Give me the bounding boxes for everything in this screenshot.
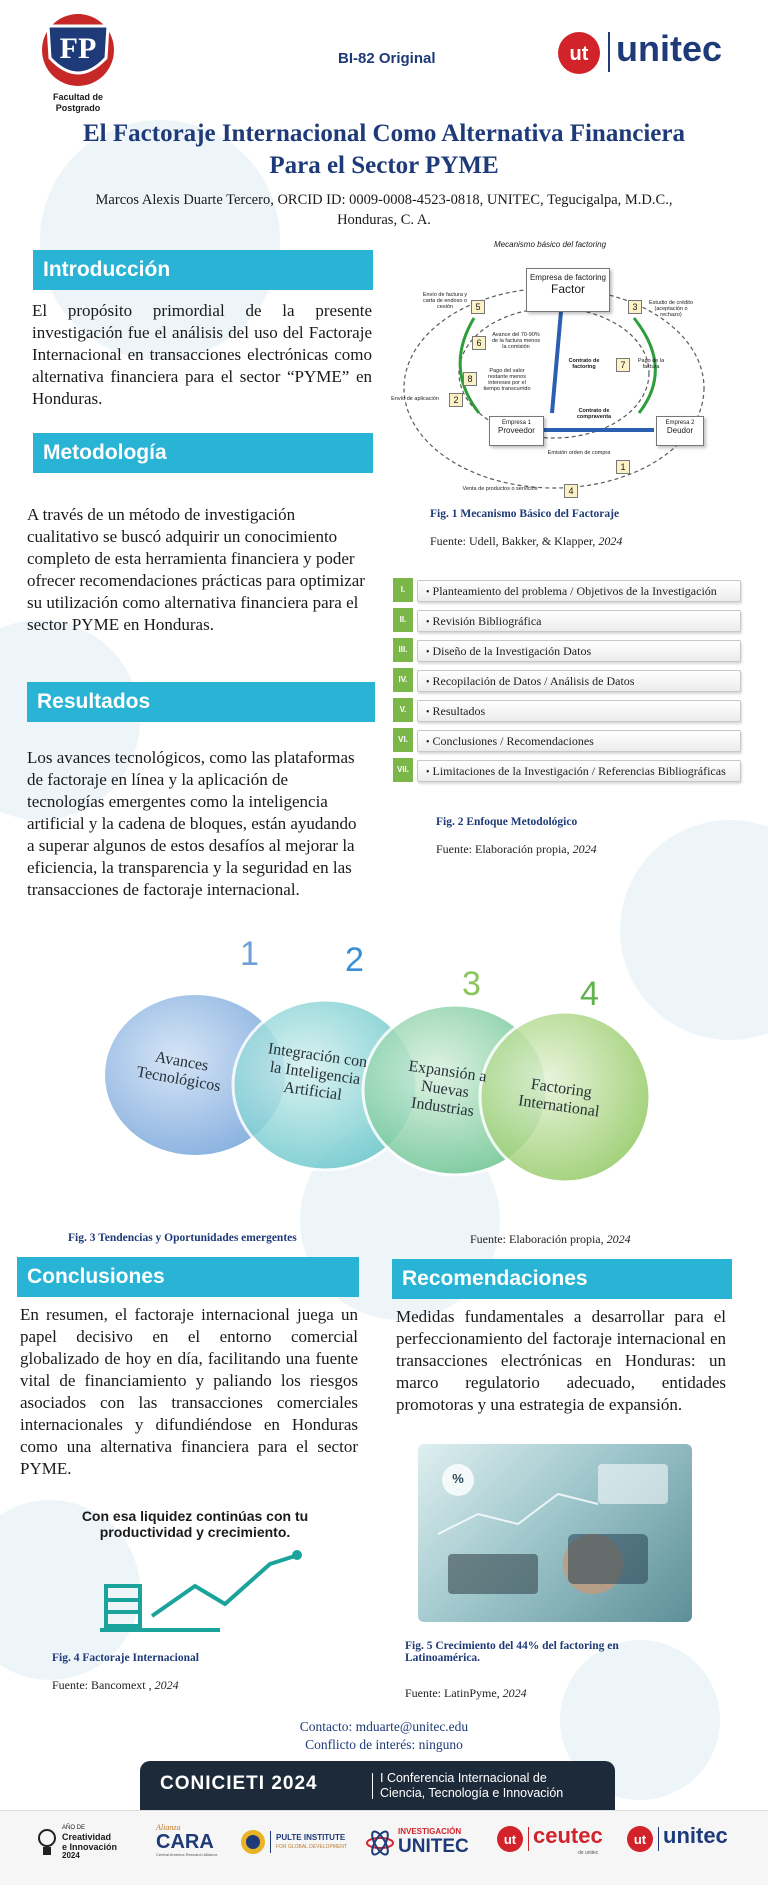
unitec-logo	[556, 28, 746, 78]
ut-icon	[626, 1825, 654, 1853]
fig1-source	[430, 534, 622, 549]
fig3-source	[470, 1232, 631, 1247]
fig4-source-text: Fuente: Bancomext ,	[52, 1678, 155, 1692]
fig3-source-text: Fuente: Elaboración propia,	[470, 1232, 607, 1246]
fig1-label: Envío de factura y carta de endoso o cesión	[422, 292, 468, 310]
step-number: 2	[449, 393, 463, 407]
fig1-label: Venta de productos o servicios	[462, 486, 538, 492]
fig2-source-year: 2024	[572, 842, 597, 856]
contact	[0, 1718, 768, 1754]
fig1-label: Contrato de compraventa	[576, 408, 612, 420]
fig5-source-text: Fuente: LatinPyme,	[405, 1686, 503, 1700]
fig5-image	[418, 1444, 692, 1622]
pulte-text: PULTE INSTITUTE	[276, 1833, 346, 1842]
step-number: 6	[472, 336, 486, 350]
step-row: VI. • Conclusiones / Recomendaciones	[393, 728, 743, 752]
svg-text:ut: ut	[569, 43, 589, 65]
contact-email[interactable]: Contacto: mduarte@unitec.edu	[299, 1719, 469, 1734]
conclusiones-heading: Conclusiones	[17, 1257, 359, 1297]
proveedor-box	[489, 416, 544, 446]
cara-sub: Central America Research Alliance	[156, 1852, 218, 1857]
step-number: 8	[463, 372, 477, 386]
poster-code: BI-82 Original	[338, 50, 436, 67]
globe-icon	[240, 1829, 266, 1855]
step-label: Limitaciones de la Investigación / Referencias Bibliográficas	[432, 764, 726, 778]
step-roman: II.	[393, 608, 413, 632]
banner-subtitle-line: I Conferencia Internacional de	[380, 1771, 547, 1785]
fig2-source-text: Fuente: Elaboración propia,	[436, 842, 573, 856]
fig2-source	[436, 842, 597, 857]
step-number: 1	[616, 460, 630, 474]
trend-label: Avances Tecnológicos	[135, 1048, 222, 1096]
introduccion-heading: Introducción	[33, 250, 373, 290]
conflict-of-interest: Conflicto de interés: ninguno	[305, 1737, 463, 1752]
fig4-caption: Fig. 4 Factoraje Internacional	[52, 1652, 199, 1664]
factor-label: Empresa de factoring	[529, 273, 607, 282]
ceutec-text: ceutec	[533, 1823, 603, 1848]
fig5-source-year: 2024	[502, 1686, 527, 1700]
creatividad-text: e Innovación	[62, 1842, 118, 1852]
fig4-slogan: productividad y crecimiento.	[99, 1524, 291, 1540]
fig3-diagram	[100, 935, 680, 1225]
fig4-slogan: Con esa liquidez continúas con tu	[81, 1508, 309, 1524]
creatividad-text: 2024	[62, 1851, 80, 1860]
step-row: IV. • Recopilación de Datos / Análisis de Datos	[393, 668, 743, 692]
unitec-footer-text: unitec	[663, 1823, 728, 1848]
trend-label: Expansión a Nuevas Industrias	[407, 1057, 488, 1121]
fig1-label: Pago del valor restante menos intereses por el tiempo transcurrido	[483, 368, 531, 392]
growth-chart-icon	[100, 1546, 320, 1636]
faculty-logo	[28, 10, 128, 115]
unitec-wordmark: unitec	[616, 28, 723, 69]
fig3-source-year: 2024	[606, 1232, 631, 1246]
step-row: I. • Planteamiento del problema / Objetivos de la Investigación	[393, 578, 743, 602]
cara-logo	[156, 1823, 226, 1857]
fig1-source-text: Fuente: Udell, Bakker, & Klapper,	[430, 534, 599, 548]
fig1-label: Estudio de crédito (aceptación o rechazo)	[648, 300, 694, 318]
fig1-diagram	[384, 238, 710, 500]
step-label: Planteamiento del problema / Objetivos de la Investigación	[432, 584, 717, 598]
lightbulb-icon	[36, 1827, 58, 1861]
recomendaciones-heading: Recomendaciones	[392, 1259, 732, 1299]
trend-number: 1	[240, 935, 259, 973]
faculty-logo-text: FP	[59, 32, 97, 65]
step-label: Conclusiones / Recomendaciones	[432, 734, 594, 748]
factor-box	[526, 268, 610, 312]
fig1-label: Avance del 70-90% de la factura menos la comisión	[491, 332, 541, 350]
cara-top: Alianza	[156, 1823, 181, 1832]
svg-text:ut: ut	[633, 1832, 647, 1847]
footer-logos	[0, 1810, 768, 1885]
fig1-label: Contrato de factoring	[568, 358, 600, 370]
fig3-caption: Fig. 3 Tendencias y Oportunidades emergentes	[68, 1232, 297, 1244]
fig1-caption: Fig. 1 Mecanismo Básico del Factoraje	[430, 508, 620, 520]
deudor-title: Deudor	[666, 426, 694, 435]
trend-label: Factoring International	[517, 1075, 601, 1121]
investigacion-top: INVESTIGACIÓN	[398, 1827, 462, 1836]
poster-title	[0, 118, 768, 182]
title-line: El Factoraje Internacional Como Alternativa Financiera	[83, 120, 685, 147]
resultados-text: Los avances tecnológicos, como las plataformas de factoraje en línea y la aplicación de tecnologías emergentes como la inteligencia artificial y la cadena de bloques, están ayudando a superar algunos de estos desafíos al mejorar la eficiencia, la transparencia y la seguridad en las transacciones de factoraje internacional.	[27, 748, 357, 899]
svg-text:ut: ut	[503, 1832, 517, 1847]
banner-subtitle	[380, 1771, 563, 1801]
step-roman: I.	[393, 578, 413, 602]
conference-banner	[140, 1761, 615, 1811]
step-label: Recopilación de Datos / Análisis de Datos	[432, 674, 635, 688]
fig1-label: Emisión orden de compra	[547, 450, 611, 456]
fig5-source	[405, 1686, 527, 1701]
ut-icon	[496, 1825, 524, 1853]
step-roman: VII.	[393, 758, 413, 782]
step-row: II. • Revisión Bibliográfica	[393, 608, 743, 632]
fig5-caption	[405, 1640, 619, 1664]
fig4-source	[52, 1678, 179, 1693]
fig2-caption: Fig. 2 Enfoque Metodológico	[436, 816, 578, 828]
creatividad-text: AÑO DE	[62, 1825, 86, 1831]
deudor-box	[656, 416, 704, 446]
step-label: Diseño de la Investigación Datos	[432, 644, 592, 658]
fig4-source-year: 2024	[154, 1678, 179, 1692]
ceutec-sub: de unitec	[578, 1850, 599, 1856]
trend-number: 4	[580, 975, 599, 1013]
step-roman: V.	[393, 698, 413, 722]
metodologia-heading: Metodología	[33, 433, 373, 473]
atom-icon	[366, 1829, 394, 1857]
introduccion-text: El propósito primordial de la presente investigación fue el análisis del uso del Factoraje Internacional en transacciones electrónicas como alternativa financiera para el sector “PYME” en Honduras.	[32, 301, 372, 408]
step-roman: III.	[393, 638, 413, 662]
fig2-steps	[393, 578, 743, 788]
resultados-heading: Resultados	[27, 682, 375, 722]
cara-text: CARA	[156, 1831, 214, 1853]
fig1-source-year: 2024	[598, 534, 623, 548]
trend-label: Integración con la Inteligencia Artificial	[266, 1040, 369, 1104]
fig1-label: Envío de aplicación	[391, 396, 439, 402]
proveedor-title: Proveedor	[498, 426, 535, 435]
fig1-label: Pago de la factura	[637, 358, 665, 370]
title-line: Para el Sector PYME	[269, 152, 499, 179]
factor-title: Factor	[550, 282, 585, 296]
step-number: 7	[616, 358, 630, 372]
step-number: 3	[628, 300, 642, 314]
unitec-ut-icon	[556, 30, 602, 76]
creatividad-text: Creatividad	[62, 1832, 112, 1842]
step-roman: VI.	[393, 728, 413, 752]
trend-number: 2	[345, 941, 364, 979]
step-row: VII. • Limitaciones de la Investigación / Referencias Bibliográficas	[393, 758, 743, 782]
percent-icon: %	[452, 1471, 464, 1486]
fig5-caption-line: Latinoamérica.	[405, 1652, 481, 1664]
fig5-caption-line: Fig. 5 Crecimiento del 44% del factoring en	[405, 1640, 619, 1652]
investigacion-main: UNITEC	[398, 1836, 469, 1857]
step-row: V. • Resultados	[393, 698, 743, 722]
authors-line: Honduras, C. A.	[337, 212, 431, 228]
authors-line: Marcos Alexis Duarte Tercero, ORCID ID: 0009-0008-4523-0818, UNITEC, Tegucigalpa, M.D.C.,	[95, 192, 673, 208]
pulte-text: FOR GLOBAL DEVELOPMENT	[276, 1844, 347, 1850]
trend-number: 3	[462, 965, 481, 1003]
step-roman: IV.	[393, 668, 413, 692]
faculty-name: Facultad de	[52, 92, 103, 102]
recomendaciones-text: Medidas fundamentales a desarrollar para el perfeccionamiento del factoraje internacional en transacciones electrónicas en Honduras: un marco regulatorio adecuado, entidades promotoras y una estrategia de expansión.	[396, 1307, 726, 1414]
proveedor-label: Empresa 1	[501, 420, 531, 426]
step-label: Resultados	[432, 704, 486, 718]
authors	[30, 190, 738, 230]
step-number: 4	[564, 484, 578, 498]
banner-subtitle-line: Ciencia, Tecnología e Innovación	[380, 1786, 564, 1800]
step-label: Revisión Bibliográfica	[432, 614, 542, 628]
deudor-label: Empresa 2	[665, 420, 695, 426]
step-row: III. • Diseño de la Investigación Datos	[393, 638, 743, 662]
fig4-image	[60, 1508, 330, 1638]
step-number: 5	[471, 300, 485, 314]
banner-title: CONICIETI 2024	[160, 1773, 318, 1794]
faculty-name: Postgrado	[55, 103, 101, 113]
conclusiones-text: En resumen, el factoraje internacional juega un papel decisivo en el entorno comercial globalizado de hoy en día, facilitando una fuente vital de financiamiento y paliando los riesgos asociados con las transacciones comerciales internacionales y difundiéndose en Honduras como una alternativa financiera para el sector PYME.	[20, 1305, 358, 1478]
metodologia-text: A través de un método de investigación cualitativo se buscó adquirir un conocimiento completo de esta herramienta financiera y poder ofrecer recomendaciones prácticas para optimizar su utilización como alternativa financiera para el sector PYME en Honduras.	[27, 505, 365, 634]
fig1-diagram-title: Mecanismo básico del factoring	[494, 240, 607, 249]
